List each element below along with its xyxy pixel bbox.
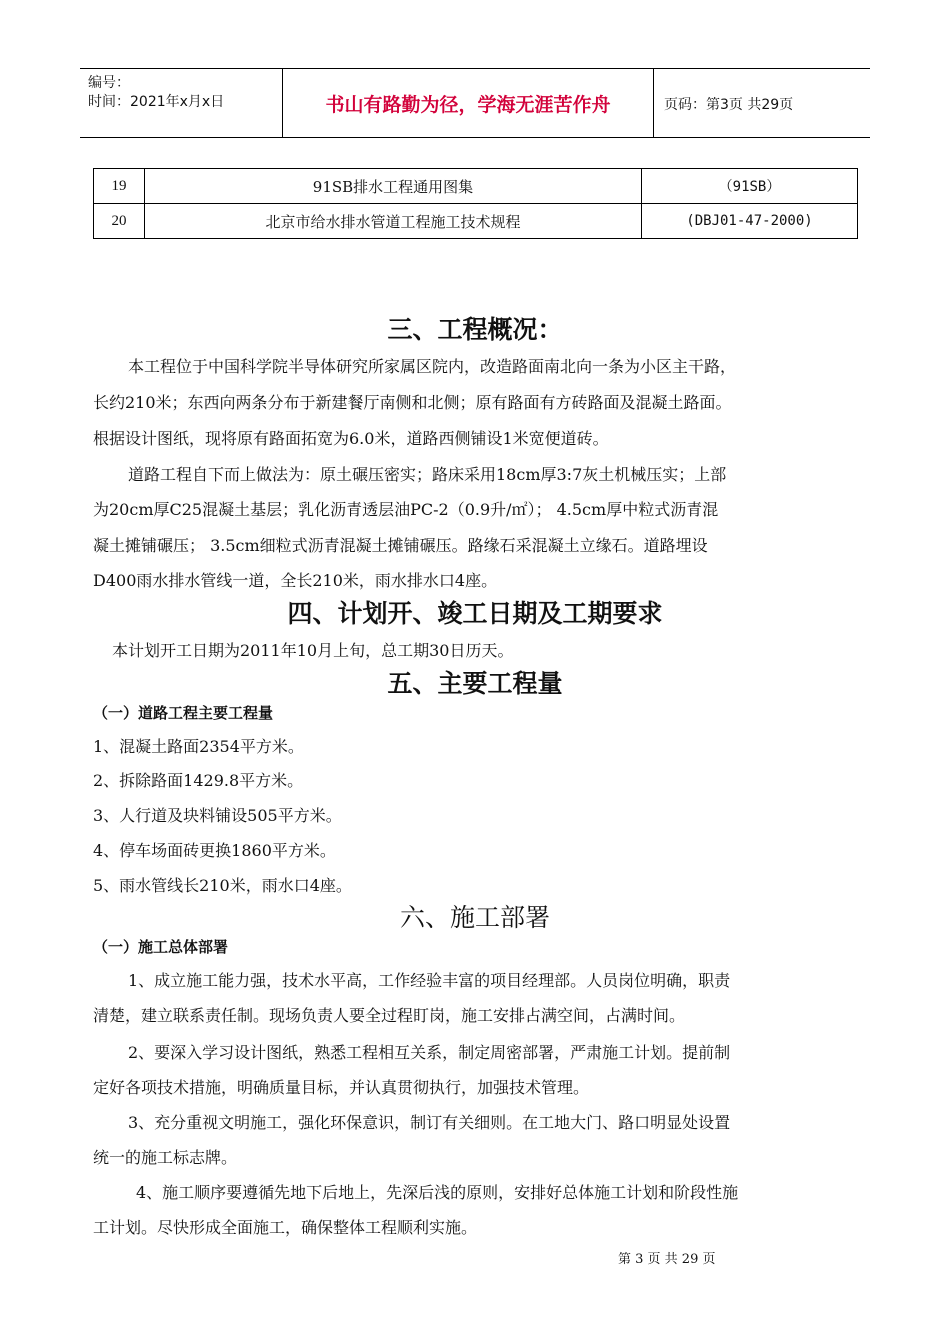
paragraph-line: 清楚，建立联系责任制。现场负责人要全过程盯岗，施工安排占满空间，占满时间。: [93, 1006, 686, 1025]
paragraph-line: 工计划。尽快形成全面施工，确保整体工程顺利实施。: [93, 1218, 478, 1237]
list-item: 3、人行道及块料铺设505平方米。: [93, 806, 342, 825]
page-number-label: 页码：第3页 共29页: [664, 97, 794, 113]
number-label: 编号：: [88, 75, 130, 91]
paragraph-line: 2、要深入学习设计图纸，熟悉工程相互关系，制定周密部署，严肃施工计划。提前制: [128, 1043, 731, 1062]
section-heading-quantities: 五、主要工程量: [387, 669, 563, 698]
section-heading-schedule: 四、计划开、竣工日期及工期要求: [287, 599, 663, 628]
subheading-road-quantities: （一）道路工程主要工程量: [93, 704, 274, 722]
paragraph-line: 4、施工顺序要遵循先地下后地上，先深后浅的原则，安排好总体施工计划和阶段性施: [136, 1183, 739, 1202]
table-row: [94, 169, 858, 204]
standard-title: 91SB排水工程通用图集: [145, 169, 642, 204]
page-footer: 第 3 页 共 29 页: [618, 1252, 716, 1267]
paragraph-line: 3、充分重视文明施工，强化环保意识，制订有关细则。在工地大门、路口明显处设置: [128, 1113, 731, 1132]
subheading-overall-deployment: （一）施工总体部署: [93, 938, 229, 956]
row-number: 19: [94, 169, 145, 204]
motto: 书山有路勤为径，学海无涯苦作舟: [283, 69, 654, 137]
list-item: 4、停车场面砖更换1860平方米。: [93, 841, 336, 860]
list-item: 2、拆除路面1429.8平方米。: [93, 771, 304, 790]
paragraph-line: 定好各项技术措施，明确质量目标，并认真贯彻执行，加强技术管理。: [93, 1078, 590, 1097]
page-header: [80, 68, 870, 138]
standard-code: (DBJ01-47-2000): [642, 204, 858, 239]
standard-title: 北京市给水排水管道工程施工技术规程: [145, 204, 642, 239]
reference-table: [93, 168, 858, 239]
list-item: 5、雨水管线长210米，雨水口4座。: [93, 876, 352, 895]
header-info-cell: [80, 69, 283, 137]
paragraph-line: 1、成立施工能力强，技术水平高，工作经验丰富的项目经理部。人员岗位明确，职责: [128, 971, 731, 990]
paragraph-line: 道路工程自下而上做法为：原土碾压密实；路床采用18cm厚3:7灰土机械压实；上部: [128, 465, 727, 484]
paragraph-line: 根据设计图纸，现将原有路面拓宽为6.0米，道路西侧铺设1米宽便道砖。: [93, 429, 609, 448]
section-heading-overview: 三、工程概况：: [387, 315, 563, 344]
paragraph-line: 为20cm厚C25混凝土基层；乳化沥青透层油PC-2（0.9升/㎡）； 4.5cm厚中粒式沥青混: [93, 500, 719, 519]
date-label: 时间：2021年x月x日: [88, 94, 225, 110]
paragraph-line: 长约210米；东西向两条分布于新建餐厅南侧和北侧；原有路面有方砖路面及混凝土路面。: [93, 393, 732, 412]
table-row: [94, 204, 858, 239]
row-number: 20: [94, 204, 145, 239]
paragraph-line: 凝土摊铺碾压； 3.5cm细粒式沥青混凝土摊铺碾压。路缘石采混凝土立缘石。道路埋设: [93, 536, 708, 555]
paragraph-line: D400雨水排水管线一道，全长210米，雨水排水口4座。: [93, 571, 498, 590]
standard-code: （91SB）: [642, 169, 858, 204]
section-heading-deployment: 六、施工部署: [399, 903, 550, 932]
list-item: 1、混凝土路面2354平方米。: [93, 737, 304, 756]
schedule-text: 本计划开工日期为2011年10月上旬，总工期30日历天。: [112, 641, 514, 660]
paragraph-line: 本工程位于中国科学院半导体研究所家属区院内，改造路面南北向一条为小区主干路，: [128, 357, 737, 376]
paragraph-line: 统一的施工标志牌。: [93, 1148, 238, 1167]
